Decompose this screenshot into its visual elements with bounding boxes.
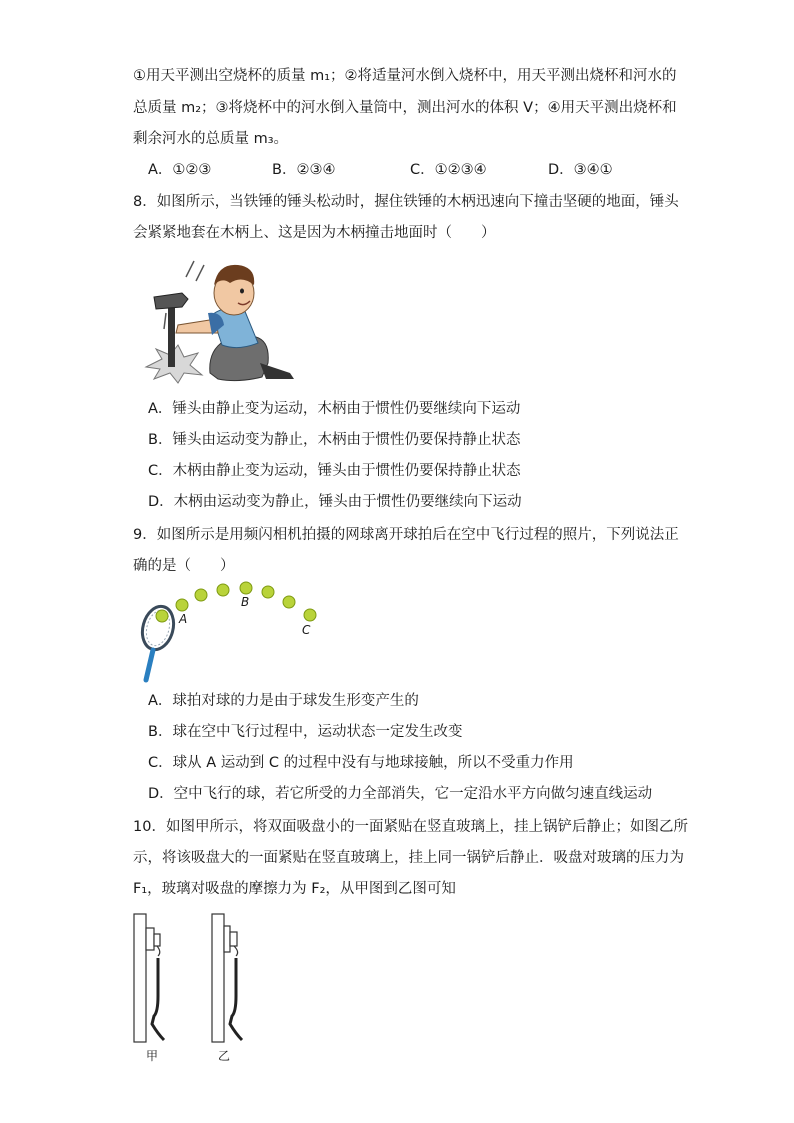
ball-icon xyxy=(262,586,274,598)
q8-option-c[interactable]: C．木柄由静止变为运动，锤头由于惯性仍要保持静止状态 xyxy=(148,463,521,479)
q8-text-line1: 8．如图所示，当铁锤的锤头松动时，握住铁锤的木柄迅速向下撞击坚硬的地面，锤头 xyxy=(133,194,679,210)
q9-option-c[interactable]: C．球从 A 运动到 C 的过程中没有与地球接触，所以不受重力作用 xyxy=(148,755,574,771)
ball-icon xyxy=(195,589,207,601)
q7-text-line1: ①用天平测出空烧杯的质量 m₁；②将适量河水倒入烧杯中，用天平测出烧杯和河水的 xyxy=(133,68,677,84)
point-b-label: B xyxy=(241,595,250,609)
q9-option-b[interactable]: B．球在空中飞行过程中，运动状态一定发生改变 xyxy=(148,724,463,740)
q9-option-a[interactable]: A．球拍对球的力是由于球发生形变产生的 xyxy=(148,693,419,709)
q8-option-b[interactable]: B．锤头由运动变为静止，木柄由于惯性仍要保持静止状态 xyxy=(148,432,521,448)
q8-option-d[interactable]: D．木柄由运动变为静止，锤头由于惯性仍要继续向下运动 xyxy=(148,494,522,510)
q10-text-line1: 10．如图甲所示，将双面吸盘小的一面紧贴在竖直玻璃上，挂上锅铲后静止；如图乙所 xyxy=(133,819,688,835)
point-c-label: C xyxy=(302,623,311,637)
figure-jia-caption: 甲 xyxy=(146,1049,159,1063)
point-a-label: A xyxy=(179,612,188,626)
ball-icon xyxy=(176,599,188,611)
ball-icon xyxy=(240,582,252,594)
suction-cup-figures xyxy=(128,912,258,1046)
q7-text-line2: 总质量 m₂；③将烧杯中的河水倒入量筒中，测出河水的体积 V；④用天平测出烧杯和 xyxy=(133,100,677,116)
q8-option-a[interactable]: A．锤头由静止变为运动，木柄由于惯性仍要继续向下运动 xyxy=(148,401,521,417)
ball-icon xyxy=(156,610,168,622)
q10-text-line2: 示，将该吸盘大的一面紧贴在竖直玻璃上，挂上同一锅铲后静止．吸盘对玻璃的压力为 xyxy=(133,850,684,866)
ball-icon xyxy=(283,596,295,608)
q9-option-d[interactable]: D．空中飞行的球，若它所受的力全部消失，它一定沿水平方向做匀速直线运动 xyxy=(148,786,653,802)
q7-option-b[interactable]: B．②③④ xyxy=(272,162,336,178)
ball-icon xyxy=(217,584,229,596)
q7-option-a[interactable]: A．①②③ xyxy=(148,162,212,178)
q9-text-line1: 9．如图所示是用频闪相机拍摄的网球离开球拍后在空中飞行过程的照片，下列说法正 xyxy=(133,527,679,543)
ball-icon xyxy=(304,609,316,621)
q7-option-c[interactable]: C．①②③④ xyxy=(410,162,487,178)
q8-text-line2: 会紧紧地套在木柄上、这是因为木柄撞击地面时（ ） xyxy=(133,225,496,241)
hammer-figure xyxy=(138,255,303,385)
q10-text-line3: F₁，玻璃对吸盘的摩擦力为 F₂，从甲图到乙图可知 xyxy=(133,881,456,897)
figure-yi-caption: 乙 xyxy=(218,1049,231,1063)
q9-text-line2: 确的是（ ） xyxy=(133,558,235,574)
q7-text-line3: 剩余河水的总质量 m₃。 xyxy=(133,131,289,147)
q7-option-d[interactable]: D．③④① xyxy=(548,162,613,178)
